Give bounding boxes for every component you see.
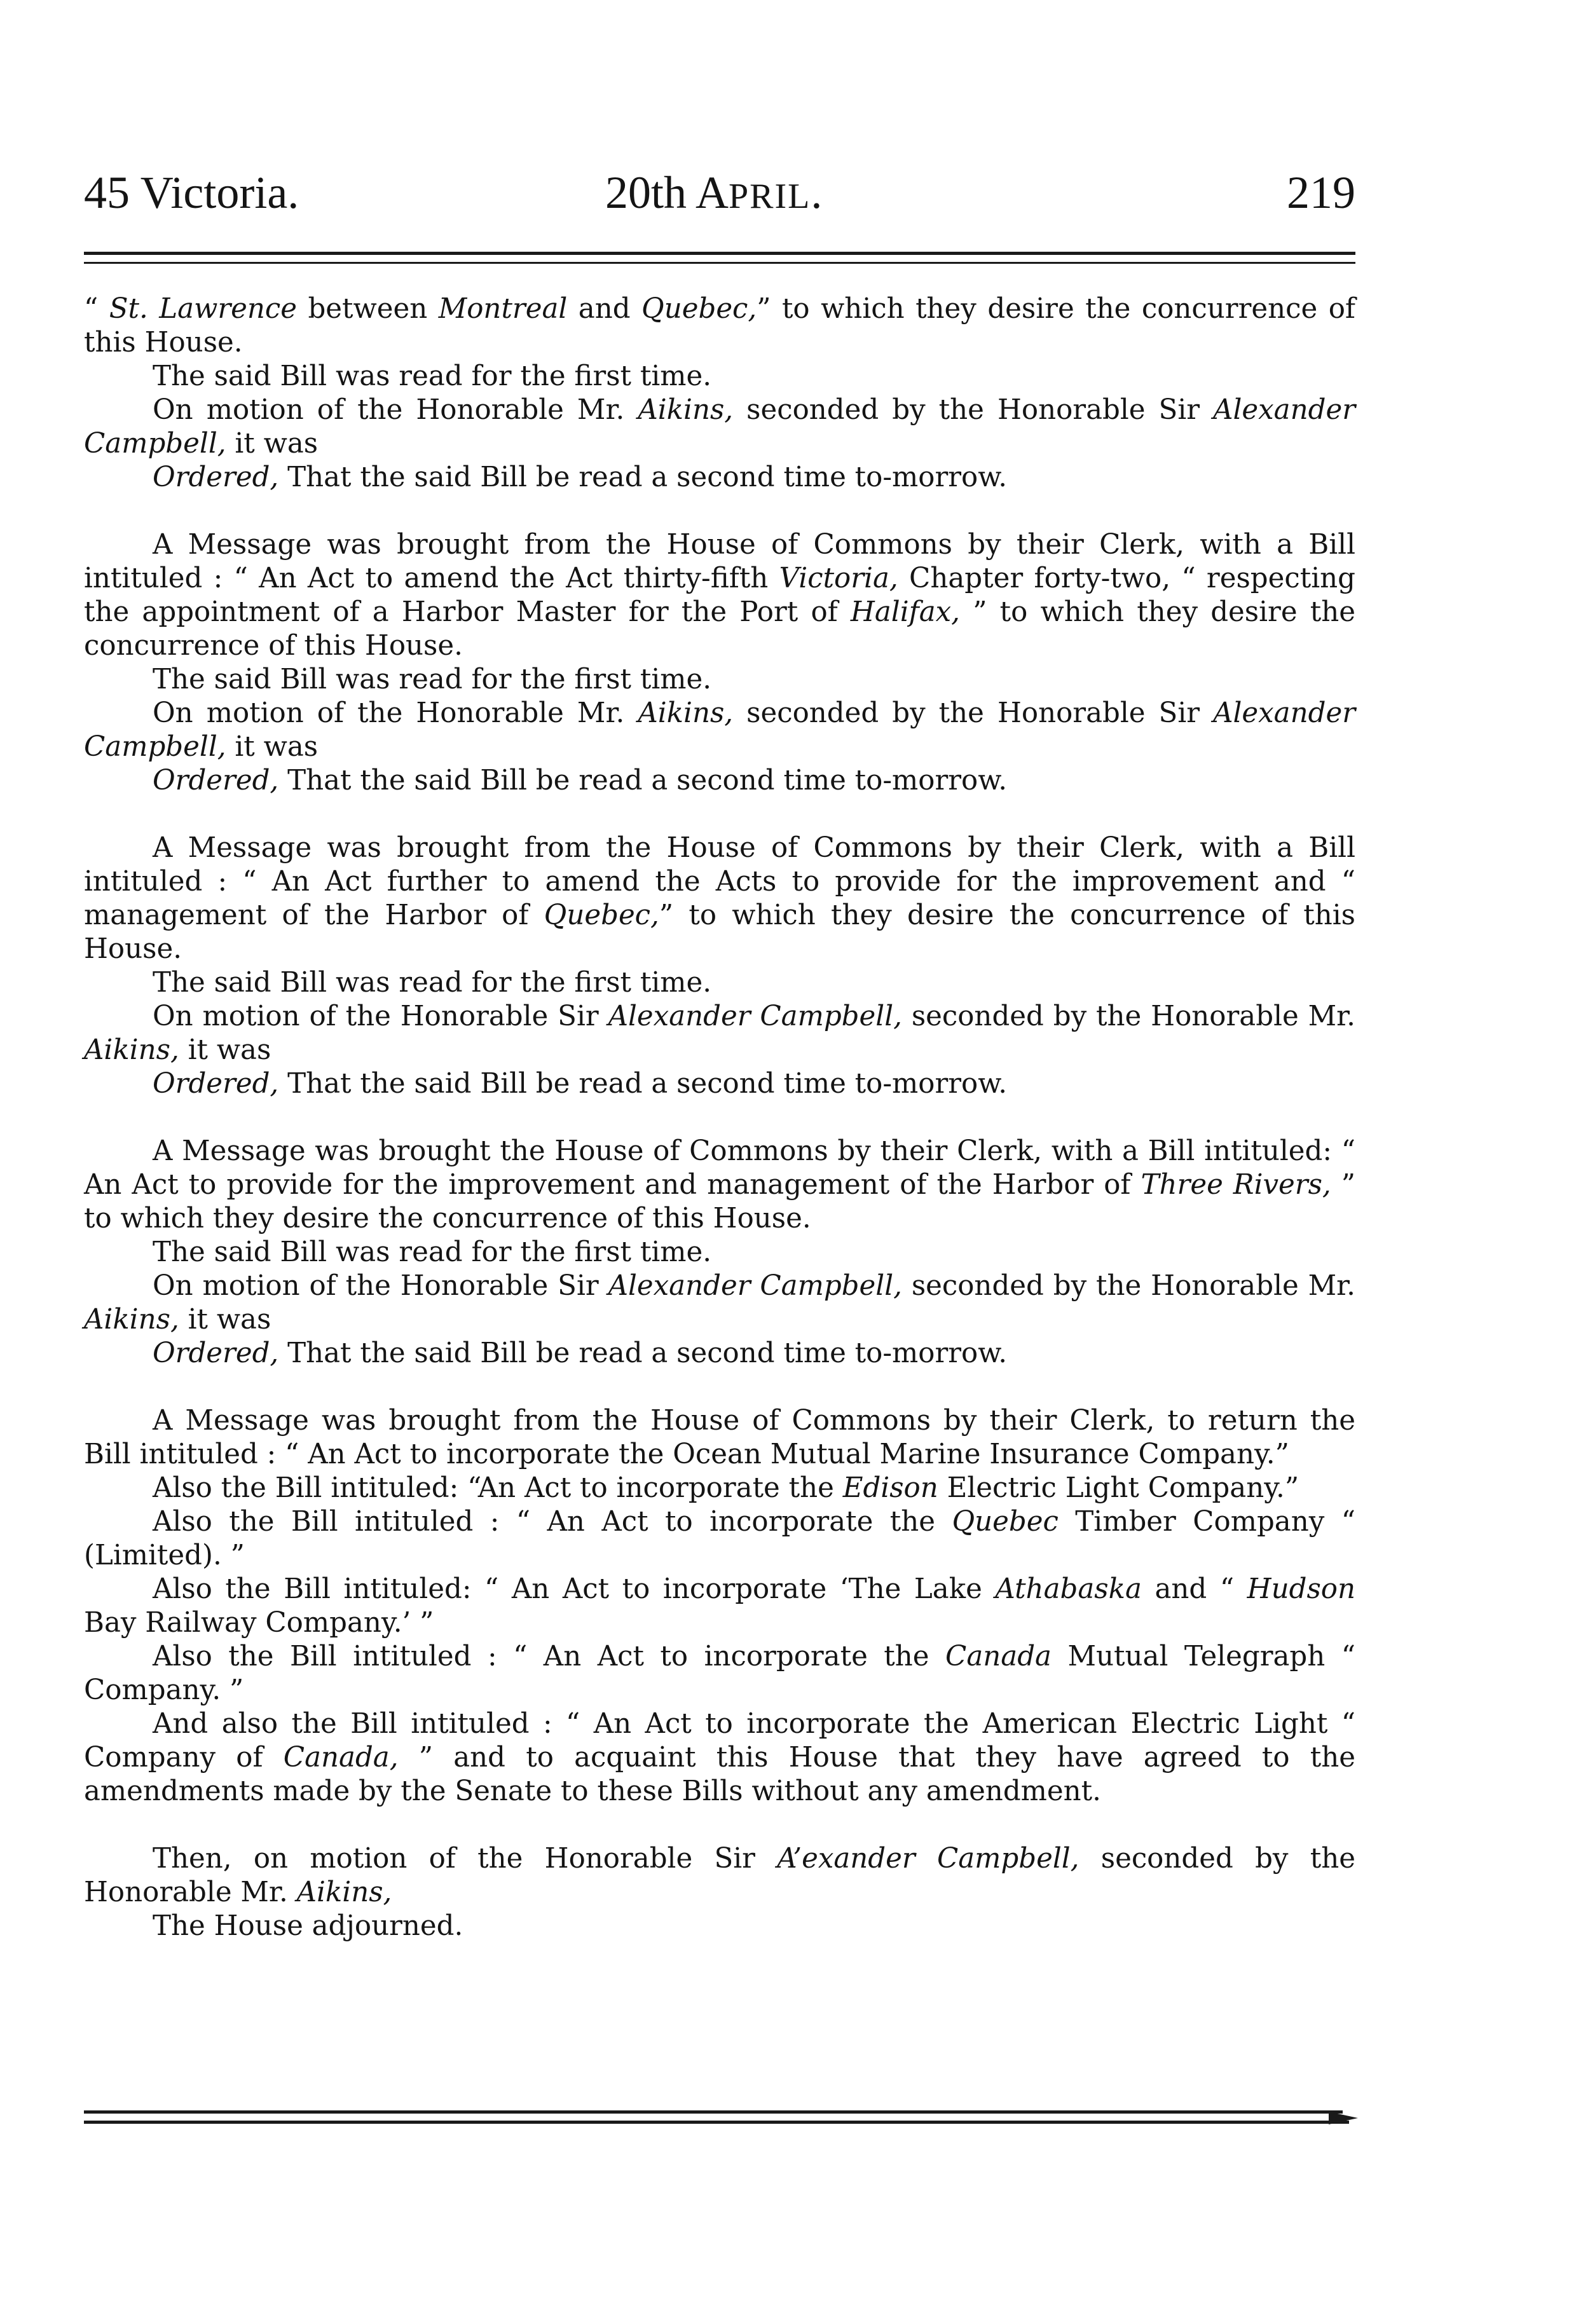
paragraph: A Message was brought from the House of Commons by their Clerk, with a Bill intituled : “ An Act further to amend the Acts to provide for the improvement and “ management of the Harbor of Quebec,” to which they desire the concurrence of this House. <box>84 832 1355 965</box>
paragraph: The said Bill was read for the first time. <box>153 1236 712 1268</box>
header-rule-thin <box>84 262 1355 264</box>
journal-body <box>84 292 1355 1943</box>
paragraph: On motion of the Honorable Mr. Aikins, seconded by the Honorable Sir Alexander Campbell, it was <box>84 697 1355 763</box>
date-label: 20th APRIL. <box>605 167 823 218</box>
paragraph: A Message was brought from the House of Commons by their Clerk, with a Bill intituled : “ An Act to amend the Act thirty-fifth Victoria, Chapter forty-two, “ respecting the appointment of a Harbor Master for the Port of Halifax, ” to which they desire the concurrence of this House. <box>84 529 1355 662</box>
header-rule-thick <box>84 252 1355 255</box>
paragraph: And also the Bill intituled : “ An Act to incorporate the American Electric Light “ Company of Canada, ” and to acquaint this House that they have agreed to the amendments made by the Senate to these Bills without any amendment. <box>84 1708 1355 1807</box>
paragraph: Also the Bill intituled : “ An Act to incorporate the Canada Mutual Telegraph “ Company. ” <box>84 1641 1356 1706</box>
paragraph: A Message was brought from the House of Commons by their Clerk, to return the Bill intituled : “ An Act to incorporate the Ocean Mutual Marine Insurance Company.” <box>84 1405 1355 1470</box>
paragraph: The said Bill was read for the first time. <box>153 360 712 392</box>
paragraph: Also the Bill intituled: “ An Act to incorporate ‘The Lake Athabaska and “ Hudson Bay Railway Company.’ ” <box>84 1573 1355 1639</box>
paragraph: On motion of the Honorable Sir Alexander Campbell, seconded by the Honorable Mr. Aikins, it was <box>84 1270 1355 1336</box>
session-label: 45 Victoria. <box>84 167 299 218</box>
paragraph: The said Bill was read for the first time. <box>153 664 712 695</box>
paragraph: “ St. Lawrence between Montreal and Quebec,” to which they desire the concurrence of this House. <box>84 293 1355 359</box>
paragraph: Ordered, That the said Bill be read a second time to-morrow. <box>153 461 1008 493</box>
paragraph: Ordered, That the said Bill be read a second time to-morrow. <box>153 1068 1008 1100</box>
paragraph: The said Bill was read for the first time. <box>153 967 712 999</box>
paragraph: The House adjourned. <box>153 1910 463 1942</box>
paragraph: Ordered, That the said Bill be read a second time to-morrow. <box>153 765 1008 796</box>
page-number: 219 <box>1287 167 1355 218</box>
paragraph: Ordered, That the said Bill be read a second time to-morrow. <box>153 1337 1008 1369</box>
footer-rule-thick <box>84 2110 1343 2114</box>
paragraph: Also the Bill intituled: “An Act to incorporate the Edison Electric Light Company.” <box>153 1472 1299 1504</box>
paragraph: Also the Bill intituled : “ An Act to incorporate the Quebec Timber Company “ (Limited). ” <box>84 1506 1355 1571</box>
footer-rule-thin <box>84 2121 1349 2124</box>
running-header <box>84 164 1355 221</box>
rule-arrow-icon <box>1329 2112 1358 2124</box>
paragraph: On motion of the Honorable Sir Alexander Campbell, seconded by the Honorable Mr. Aikins, it was <box>84 1001 1355 1066</box>
paragraph: Then, on motion of the Honorable Sir A’exander Campbell, seconded by the Honorable Mr. Aikins, <box>84 1843 1355 1908</box>
paragraph: A Message was brought the House of Commons by their Clerk, with a Bill intituled: “ An Act to provide for the improvement and management of the Harbor of Three Rivers, ” to which they desire the concurrence of this House. <box>84 1135 1355 1234</box>
paragraph: On motion of the Honorable Mr. Aikins, seconded by the Honorable Sir Alexander Campbell, it was <box>84 394 1355 460</box>
